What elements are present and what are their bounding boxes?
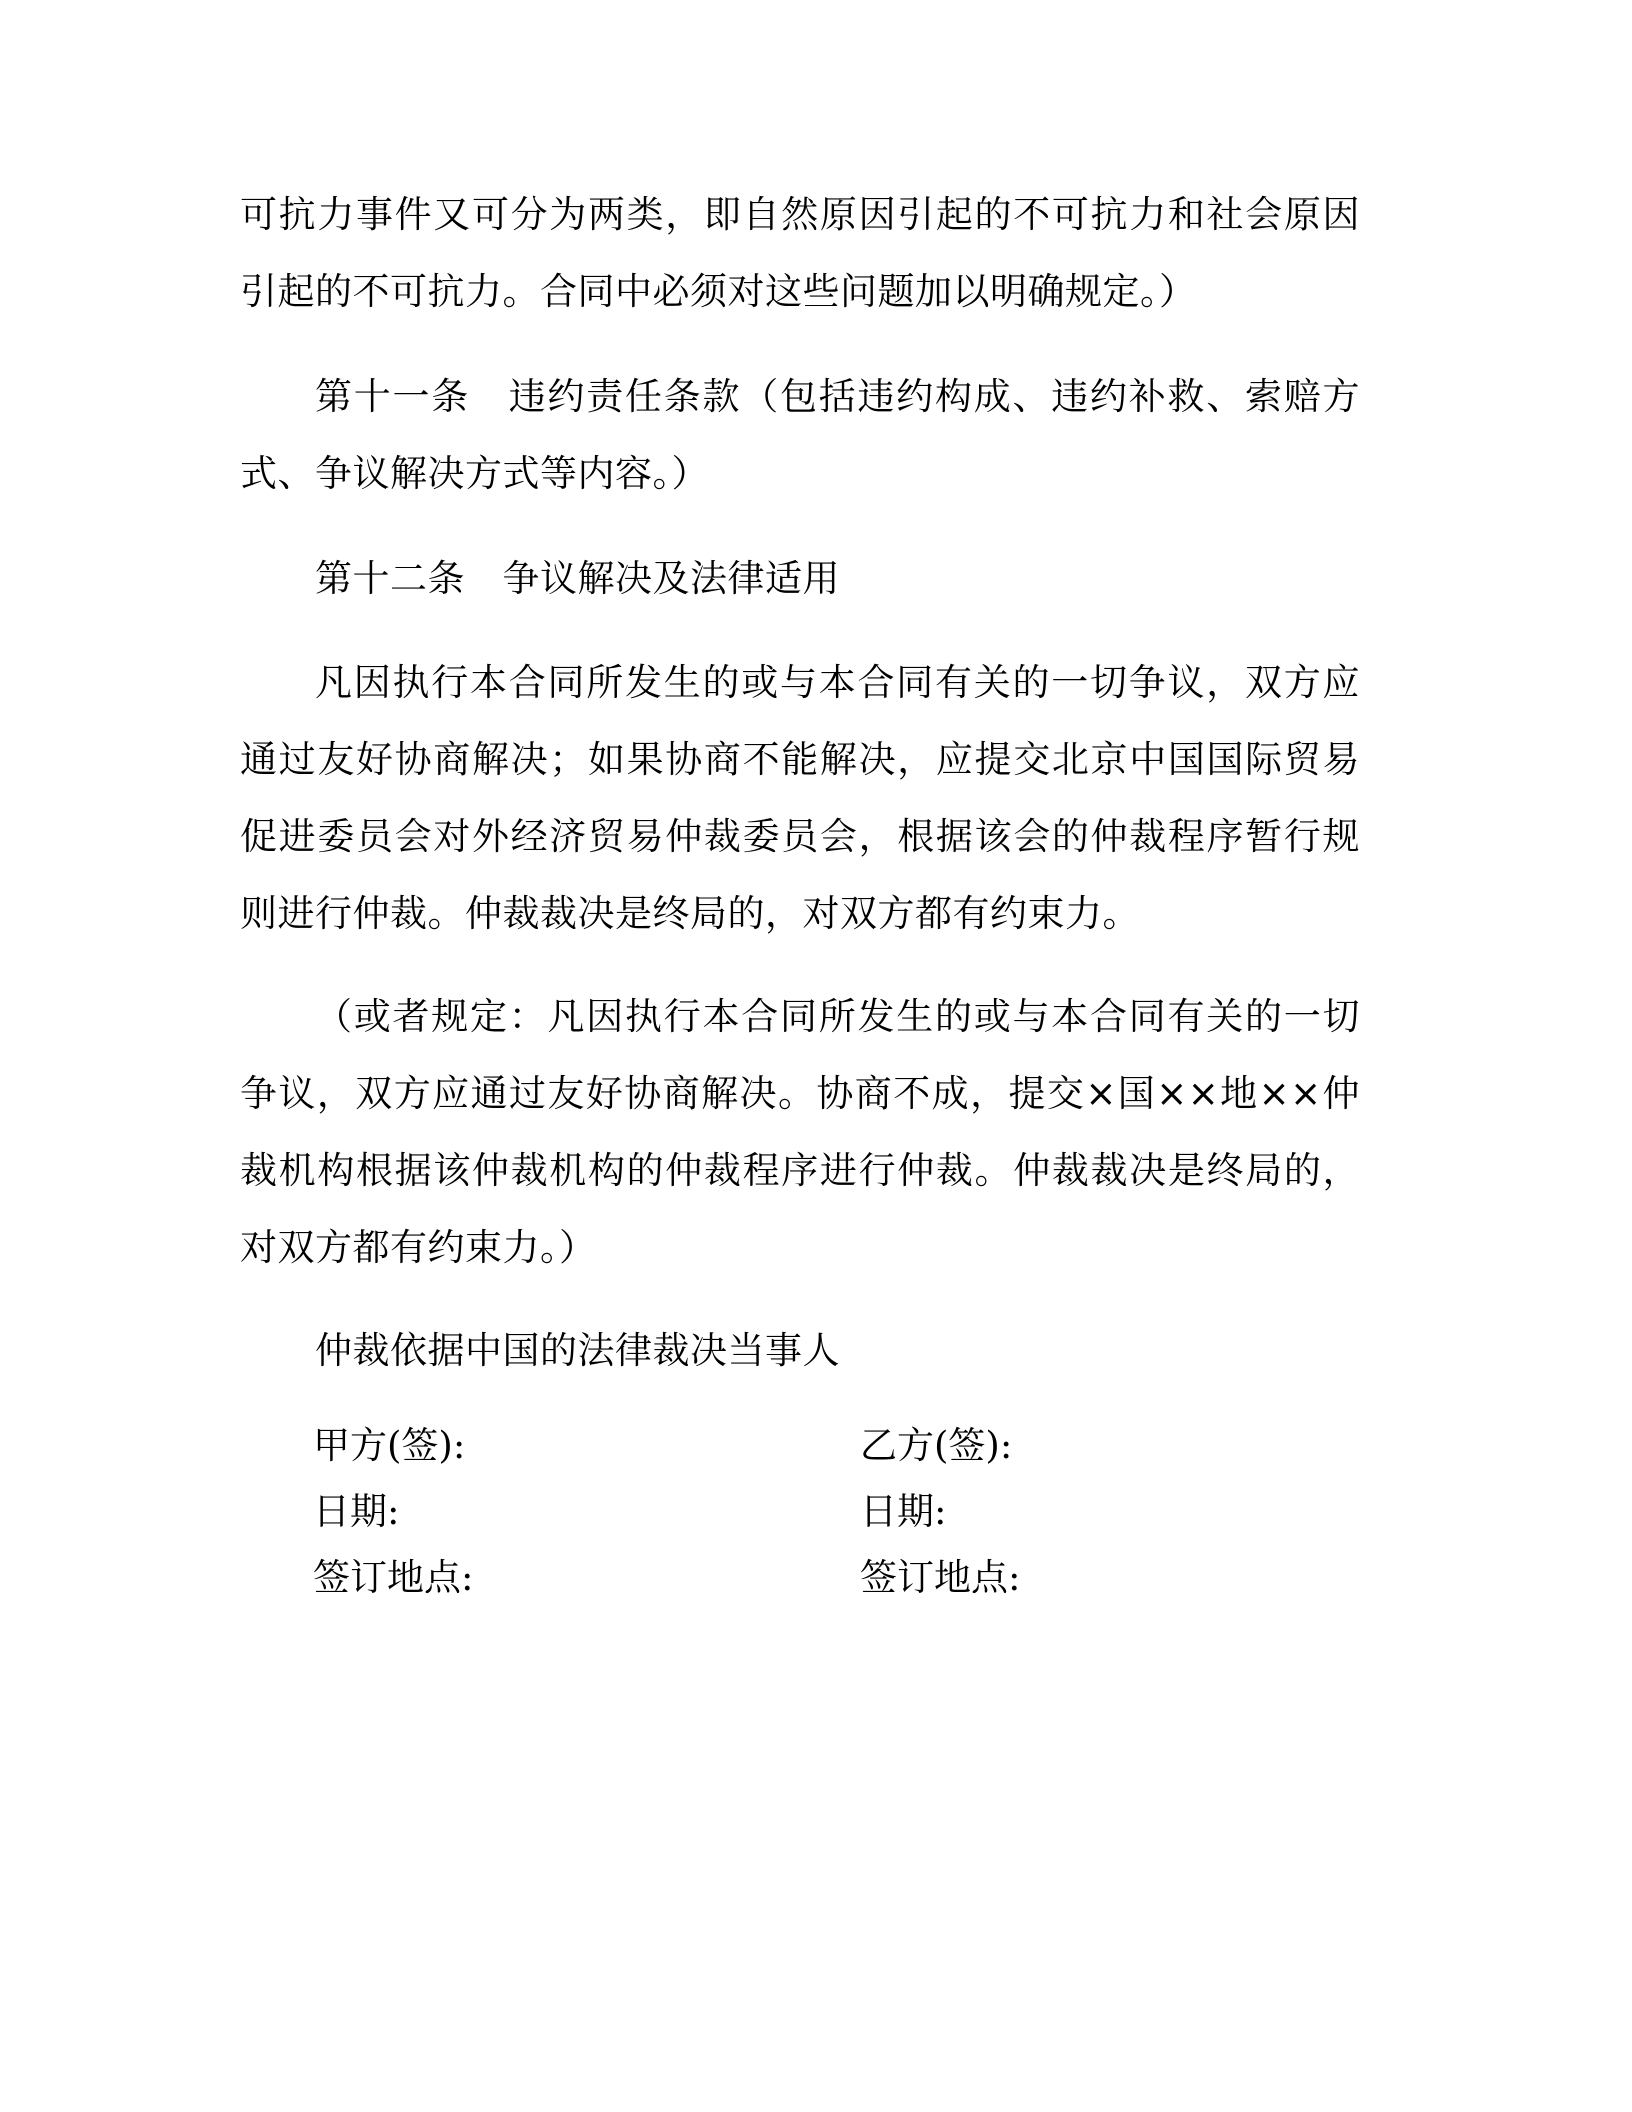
party-b-signature-block (860, 1413, 1020, 1611)
paragraph-alternative-arbitration: （或者规定：凡因执行本合同所发生的或与本合同有关的一切争议，双方应通过友好协商解决。协商不成，提交×国××地××仲裁机构根据该仲裁机构的仲裁程序进行仲裁。仲裁裁决是终局的，对双方都有约束力。） (240, 995, 1360, 1269)
party-a-place-label: 签订地点: (313, 1556, 474, 1599)
party-b-place-label: 签订地点: (860, 1556, 1021, 1599)
party-a-sign-label: 甲方(签): (313, 1424, 466, 1467)
party-b-sign-label: 乙方(签): (860, 1424, 1013, 1467)
party-a-date-label: 日期: (313, 1490, 400, 1533)
party-a-signature-block (313, 1413, 473, 1611)
party-b-date-label: 日期: (860, 1490, 947, 1533)
heading-article-12: 第十二条 争议解决及法律适用 (315, 557, 840, 600)
paragraph-force-majeure-continued: 可抗力事件又可分为两类，即自然原因引起的不可抗力和社会原因引起的不可抗力。合同中必须对这些问题加以明确规定。） (240, 193, 1360, 313)
paragraph-arbitration-clause: 凡因执行本合同所发生的或与本合同有关的一切争议，双方应通过友好协商解决；如果协商不能解决，应提交北京中国国际贸易促进委员会对外经济贸易仲裁委员会，根据该会的仲裁程序暂行规则进行仲裁。仲裁裁决是终局的，对双方都有约束力。 (240, 661, 1360, 935)
paragraph-article-11: 第十一条 违约责任条款（包括违约构成、违约补救、索赔方式、争议解决方式等内容。） (240, 375, 1360, 495)
paragraph-governing-law: 仲裁依据中国的法律裁决当事人 (315, 1329, 840, 1372)
